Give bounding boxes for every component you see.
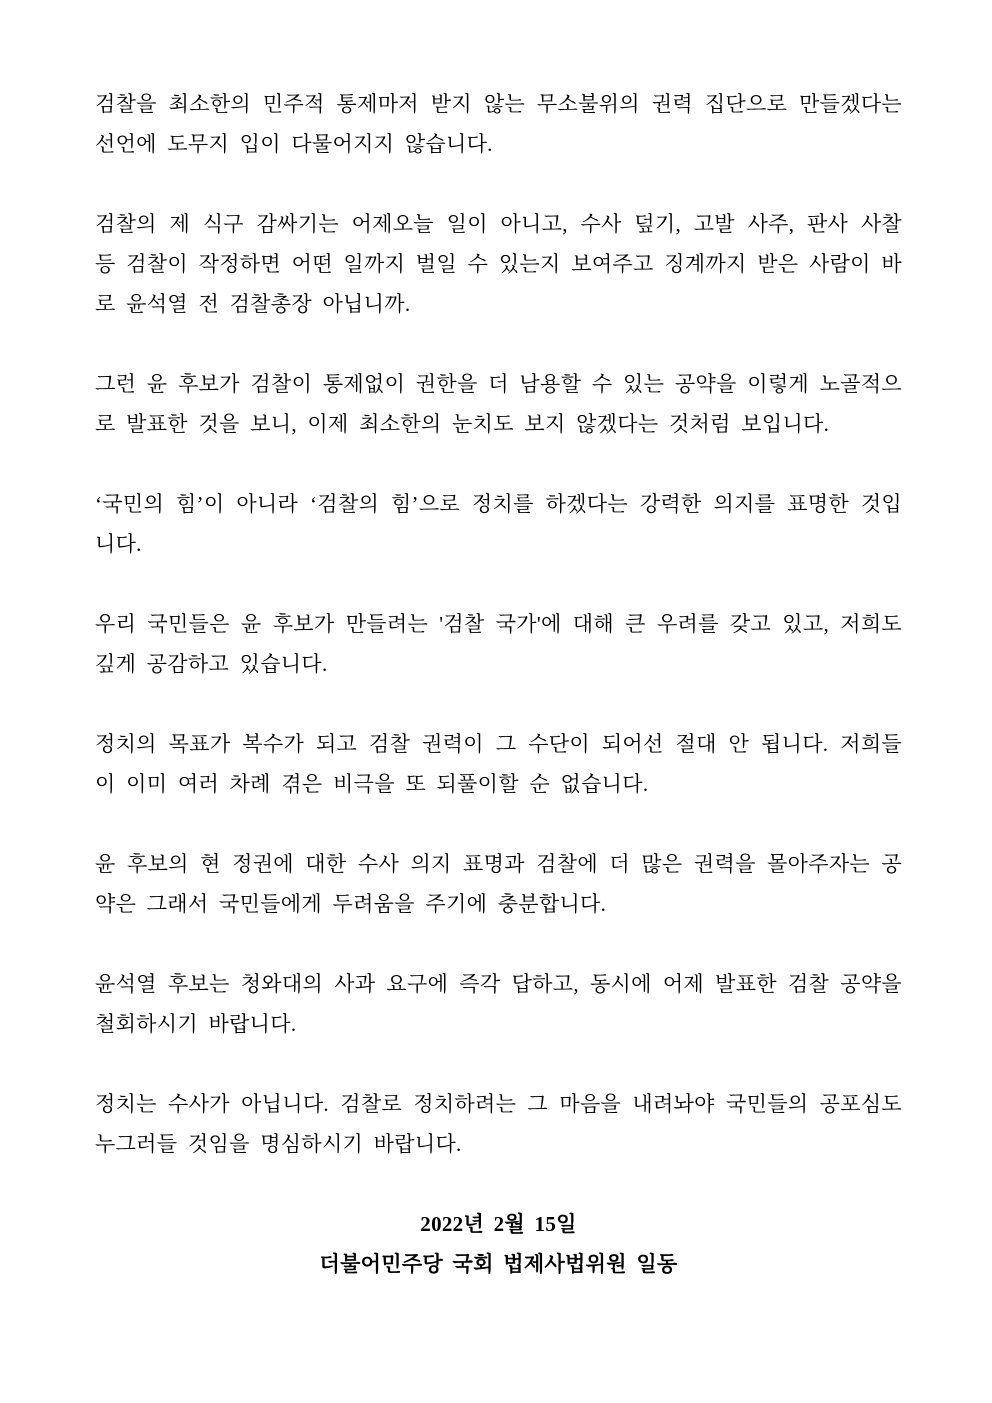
paragraph: 검찰의 제 식구 감싸기는 어제오늘 일이 아니고, 수사 덮기, 고발 사주, 판사 사찰 등 검찰이 작정하면 어떤 일까지 벌일 수 있는지 보여주고 징계까지 받은 사람이 바로 윤석열 전 검찰총장 아닙니까.	[95, 212, 902, 316]
paragraph: ‘국민의 힘’이 아니라 ‘검찰의 힘’으로 정치를 하겠다는 강력한 의지를 표명한 것입니다.	[95, 492, 902, 556]
paragraph: 윤석열 후보는 청와대의 사과 요구에 즉각 답하고, 동시에 어제 발표한 검찰 공약을 철회하시기 바랍니다.	[95, 972, 902, 1036]
paragraph: 정치는 수사가 아닙니다. 검찰로 정치하려는 그 마음을 내려놔야 국민들의 공포심도 누그러들 것임을 명심하시기 바랍니다.	[95, 1092, 902, 1156]
paragraph: 우리 국민들은 윤 후보가 만들려는 '검찰 국가'에 대해 큰 우려를 갖고 있고, 저희도 깊게 공감하고 있습니다.	[95, 612, 902, 676]
paragraph: 검찰을 최소한의 민주적 통제마저 받지 않는 무소불위의 권력 집단으로 만들겠다는 선언에 도무지 입이 다물어지지 않습니다.	[95, 92, 902, 156]
date-line: 2022년 2월 15일	[420, 1212, 577, 1236]
signature-line: 더불어민주당 국회 법제사법위원 일동	[319, 1252, 678, 1276]
paragraph: 그런 윤 후보가 검찰이 통제없이 권한을 더 남용할 수 있는 공약을 이렇게 노골적으로 발표한 것을 보니, 이제 최소한의 눈치도 보지 않겠다는 것처럼 보입니다.	[95, 372, 902, 436]
paragraph: 정치의 목표가 복수가 되고 검찰 권력이 그 수단이 되어선 절대 안 됩니다. 저희들이 이미 여러 차례 겪은 비극을 또 되풀이할 순 없습니다.	[95, 732, 902, 796]
paragraph: 윤 후보의 현 정권에 대한 수사 의지 표명과 검찰에 더 많은 권력을 몰아주자는 공약은 그래서 국민들에게 두려움을 주기에 충분합니다.	[95, 852, 902, 916]
